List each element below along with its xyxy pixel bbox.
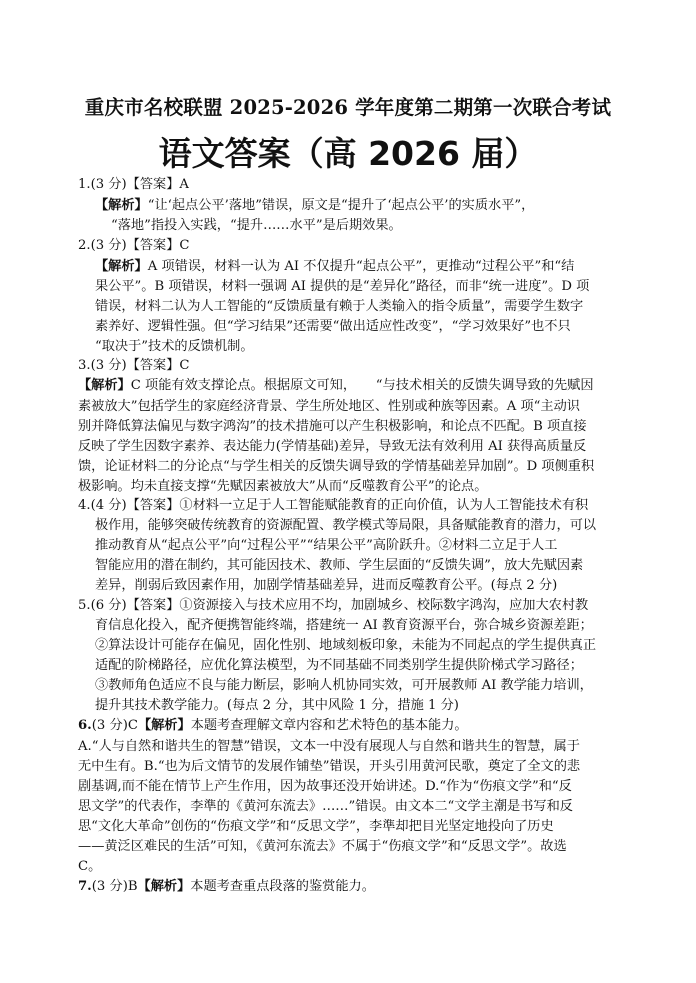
- q5-answer-line: 提升其技术教学能力。(每点 2 分，其中风险 1 分，措施 1 分): [95, 698, 459, 713]
- q3-answer-label: 【答案】: [126, 358, 180, 373]
- q7-number: 7.: [78, 879, 92, 894]
- q2-answer: C: [179, 238, 190, 253]
- q6-intro: 本题考查理解文章内容和艺术特色的基本能力。: [190, 718, 468, 733]
- q4-answer-line: 4.(4 分)【答案】①材料一立足于人工智能赋能教育的正向价值，认为人工智能技术有积: [78, 498, 589, 513]
- q6-analysis-line: C。: [78, 859, 102, 874]
- q5-answer-line: ③教师角色适应不良与能力断层，影响人机协同实效，可开展教师 AI 教学能力培训，: [95, 678, 593, 693]
- q3-analysis-label: 【解析】: [78, 378, 131, 393]
- q3-analysis-line: 反映了学生因数字素养、表达能力(学情基础)差异，导致无法有效利用 AI 获得高质量反: [78, 439, 587, 454]
- q2-analysis-line: “取决于”技术的反馈机制。: [95, 339, 254, 354]
- q5-answer-line: 适配的阶梯路径，应优化算法模型，为不同基础不同类别学生提供阶梯式学习路径；: [95, 658, 583, 673]
- q4-answer-line: 智能应用的潜在制约，其可能因技术、教师、学生层面的“反馈失调”，放大先赋因素: [95, 558, 584, 573]
- q7-intro: 本题考查重点段落的鉴赏能力。: [190, 879, 375, 894]
- q1-analysis-line: 【解析】“让‘起点公平’落地”错误，原文是“提升了‘起点公平’的实质水平”，: [95, 198, 535, 213]
- q6-score: (3 分): [91, 718, 128, 733]
- q6-answer: C: [127, 718, 138, 733]
- q5-answer-line: ②算法设计可能存在偏见，固化性别、地域刻板印象，未能为不同起点的学生提供真正: [95, 638, 597, 653]
- q1-analysis-label: 【解析】: [95, 198, 148, 213]
- q2-analysis-line: 错误，材料二认为人工智能的“反馈质量有赖于人类输入的指令质量”，需要学生数字: [95, 299, 584, 314]
- q3-analysis-line: 别并降低算法偏见与数字鸿沟”的技术措施可以产生积极影响，和论点不匹配。B 项直接: [78, 419, 587, 434]
- q5-answer-line: 育信息化投入，配齐便携智能终端，搭建统一 AI 教育资源平台，弥合城乡资源差距；: [95, 618, 593, 633]
- q2-analysis-line: 素养好、逻辑性强。但“学习结果”还需要“做出适应性改变”，“学习效果好”也不只: [95, 319, 571, 334]
- q1-answer: A: [179, 177, 189, 192]
- q2-header: [78, 236, 190, 256]
- q3-answer: C: [179, 358, 190, 373]
- q7-header: [78, 877, 375, 897]
- q4-answer-line: 极作用，能够突破传统教育的资源配置、教学模式等局限，具备赋能教育的潜力，可以: [95, 518, 597, 533]
- q3-analysis-line: 极影响。均未直接支撑“先赋因素被放大”从而“反噬教育公平”的论点。: [78, 479, 488, 494]
- q6-number: 6.: [78, 718, 92, 733]
- q1-analysis-line: “落地”指投入实践，“提升……水平”是后期效果。: [111, 218, 402, 233]
- q3-analysis-line: 馈，论证材料二的分论点“与学生相关的反馈失调导致的学情基础差异加剧”。D 项侧重积: [78, 459, 595, 474]
- q4-answer-line: 差异，削弱后致因素作用，加剧学情基础差异，进而反噬教育公平。(每点 2 分): [95, 578, 558, 593]
- q3-number: 3.(3 分): [78, 358, 127, 373]
- q7-analysis-label: 【解析】: [137, 879, 191, 894]
- q3-analysis-line: 【解析】C 项能有效支撑论点。根据原文可知， “与技术相关的反馈失调导致的先赋因: [78, 378, 594, 393]
- subject-title: 语文答案（高 2026 届）: [158, 134, 538, 173]
- q2-analysis-line: 果公平”。B 项错误，材料一强调 AI 提供的是“差异化”路径，而非“统一进度”。D 项: [95, 279, 590, 294]
- q3-header: [78, 356, 190, 376]
- q4-answer-line: 推动教育从“起点公平”向“过程公平”“结果公平”高阶跃升。②材料二立足于人工: [95, 538, 558, 553]
- q2-analysis-line: 【解析】A 项错误，材料一认为 AI 不仅提升“起点公平”，更推动“过程公平”和“结: [95, 259, 575, 274]
- q6-analysis-line: ——黄泛区难民的生活”可知，《黄河东流去》不属于“伤痕文学”和“反思文学”。故选: [78, 839, 567, 854]
- q6-analysis-line: 思文学”的代表作，李準的《黄河东流去》……”错误。由文本二“文学主潮是书写和反: [78, 799, 573, 814]
- q1-number: 1.(3 分): [78, 177, 127, 192]
- q6-header: [78, 716, 468, 736]
- q1-header: [78, 175, 189, 195]
- q2-number: 2.(3 分): [78, 238, 127, 253]
- q2-analysis-label: 【解析】: [95, 259, 148, 274]
- q3-analysis-line: 素被放大”包括学生的家庭经济背景、学生所处地区、性别或种族等因素。A 项“主动识: [78, 399, 580, 414]
- q7-score: (3 分): [91, 879, 128, 894]
- exam-title: 重庆市名校联盟 2025-2026 学年度第二期第一次联合考试: [84, 96, 612, 119]
- q5-answer-label: 【答案】: [126, 598, 180, 613]
- q5-answer-line: 5.(6 分)【答案】①资源接入与技术应用不均，加剧城乡、校际数字鸿沟，应加大农村教: [78, 598, 589, 613]
- q6-analysis-line: 思“文化大革命”创伤的“伤痕文学”和“反思文学”，李準却把目光坚定地投向了历史: [78, 819, 554, 834]
- q6-analysis-line: 无中生有。B.“也为后文情节的发展作铺垫”错误，开头引用黄河民歌，奠定了全文的悲: [78, 759, 581, 774]
- q2-answer-label: 【答案】: [126, 238, 180, 253]
- q7-answer: B: [127, 879, 138, 894]
- q4-number: 4.(4 分): [78, 498, 127, 513]
- q6-analysis-line: A.“人与自然和谐共生的智慧”错误，文本一中没有展现人与自然和谐共生的智慧，属于: [78, 739, 580, 754]
- q6-analysis-line: 剧基调,而不能在情节上产生作用，因为故事还没开始讲述。D.“作为“伤痕文学”和“反: [78, 779, 572, 794]
- q4-answer-label: 【答案】: [126, 498, 180, 513]
- q5-number: 5.(6 分): [78, 598, 127, 613]
- q1-answer-label: 【答案】: [126, 177, 180, 192]
- q6-analysis-label: 【解析】: [137, 718, 191, 733]
